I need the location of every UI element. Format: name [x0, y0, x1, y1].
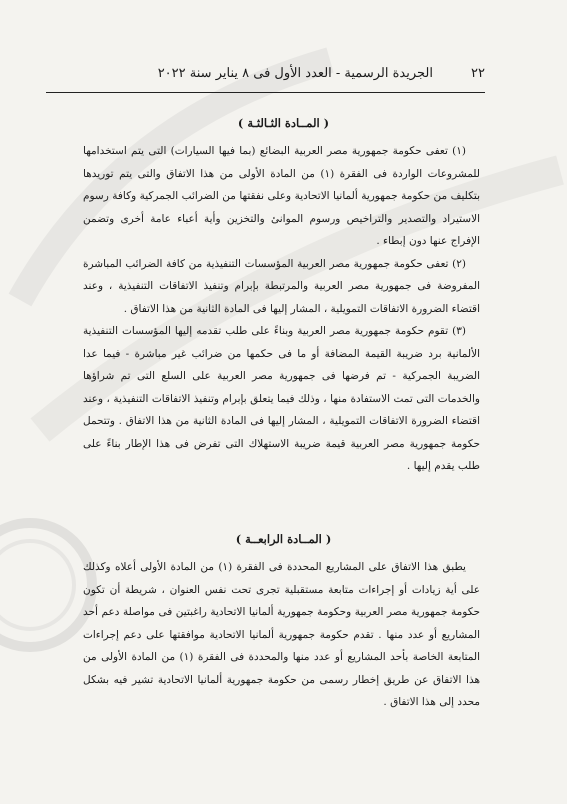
- article-4-paragraph-1: يطبق هذا الاتفاق على المشاريع المحددة فى الفقرة (١) من المادة الأولى أعلاه وكذلك على أية زيادات أو إجراءات متابعة مستقبلية تجرى تحت نفس العنوان ، شريطة أن تكون حكومة جمهورية مصر العربية وحكومة جمهورية ألمانيا الاتحادية راغبتين فى مواصلة دعم أحد المشاريع أو عدد منها . تقدم حكومة جمهورية ألمانيا الاتحادية موافقتها على دعم إجراءات المتابعة الخاصة بأحد المشاريع أو عدد منها والمحددة فى الفقرة (١) من المادة الأولى من هذا الاتفاق عن طريق إخطار رسمى من حكومة جمهورية ألمانيا الاتحادية تشير فيه بشكل محدد إلى هذا الاتفاق .: [83, 561, 480, 708]
- article-3-body: [83, 140, 480, 478]
- article-4-body: [83, 556, 480, 714]
- article-3-heading: ( المــادة الثـالثـة ): [237, 116, 330, 130]
- page-number: ٢٢: [471, 66, 485, 81]
- page-header: [46, 66, 485, 86]
- article-4-heading: ( المــادة الرابعــة ): [235, 532, 332, 546]
- article-3-paragraph-3: (٣) تقوم حكومة جمهورية مصر العربية وبناءً على طلب تقدمه إليها المؤسسات التنفيذية الألمانية برد ضريبة القيمة المضافة أو ما فى حكمها من ضرائب غير مباشرة - فيما عدا الضريبة الجمركية - تم فرضها فى جمهورية مصر العربية على السلع التى تم شراؤها والخدمات التى تمت الاستفادة منها ، وذلك فيما يتعلق بإبرام وتنفيذ الاتفاقات التنفيذية ، وعند اقتضاء الضرورة الاتفاقات التمويلية ، المشار إليها فى المادة الثانية من هذا الاتفاق . وتتحمل حكومة جمهورية مصر العربية قيمة ضريبة الاستهلاك التى تفرض فى هذا الإطار بناءً على طلب يقدم إليها .: [83, 325, 480, 472]
- header-divider: [46, 92, 485, 93]
- article-3-paragraph-2: (٢) تعفى حكومة جمهورية مصر العربية المؤسسات التنفيذية من كافة الضرائب المباشرة المفروضة فى جمهورية مصر العربية والمرتبطة بإبرام وتنفيذ الاتفاقات التنفيذية ، وعند اقتضاء الضرورة الاتفاقات التمويلية ، المشار إليها فى المادة الثانية من هذا الاتفاق .: [83, 257, 480, 315]
- article-3-paragraph-1: (١) تعفى حكومة جمهورية مصر العربية البضائع (بما فيها السيارات) التى يتم استخدامها للمشروعات الواردة فى الفقرة (١) من المادة الأولى من هذا الاتفاق والتى يتم توريدها بتكليف من حكومة جمهورية ألمانيا الاتحادية وعلى نفقتها من الضرائب الجمركية وكافة رسوم الاستيراد والتصدير والتراخيص ورسوم الموانئ والتخزين وأية أعباء عامة أخرى وتضمن الإفراج عنها دون إبطاء .: [83, 145, 480, 247]
- gazette-title: الجريدة الرسمية - العدد الأول فى ٨ يناير سنة ٢٠٢٢: [157, 66, 433, 81]
